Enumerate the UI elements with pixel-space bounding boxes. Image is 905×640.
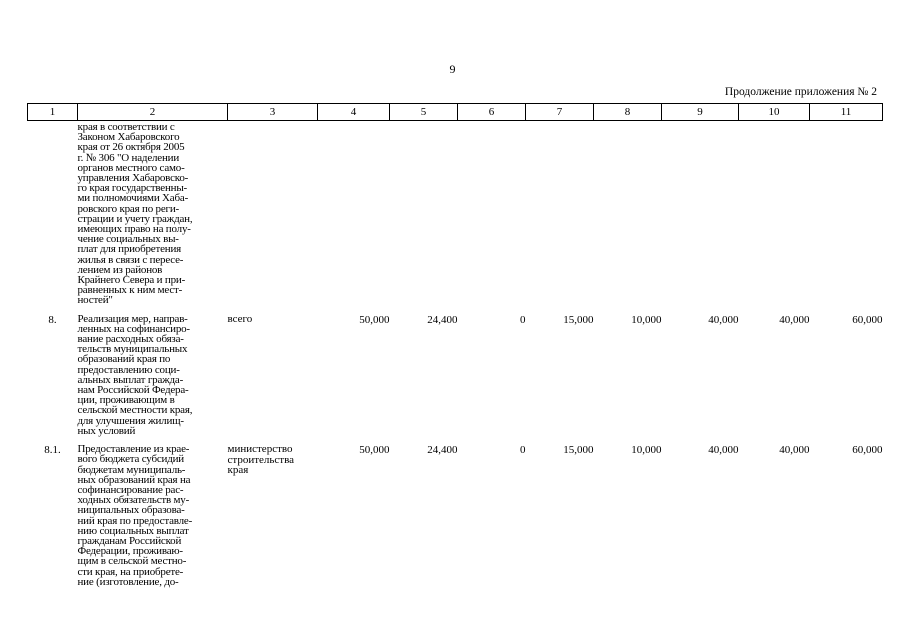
row-number: 8.1. <box>44 444 61 457</box>
row-responsible <box>228 121 318 306</box>
row-value-7: 15,000 <box>563 313 594 326</box>
row-value-5: 24,400 <box>427 444 458 457</box>
header-cell: 1 <box>28 104 78 121</box>
budget-table <box>27 103 883 587</box>
row-number <box>28 121 78 306</box>
continuation-caption: Продолжение приложения № 2 <box>724 86 877 98</box>
header-cell: 11 <box>810 104 883 121</box>
row-value-9: 40,000 <box>708 444 739 457</box>
header-cell: 3 <box>228 104 318 121</box>
row-value-7 <box>526 121 594 306</box>
row-value-8 <box>594 121 662 306</box>
row-value-8: 10,000 <box>631 444 662 457</box>
row-number: 8. <box>48 313 57 326</box>
page-number: 9 <box>449 62 456 76</box>
header-cell: 5 <box>390 104 458 121</box>
row-value-11: 60,000 <box>852 444 883 457</box>
row-description-text: края в соответствии с Законом Хабаровского края от 26 октября 2005 г. № 306 "О наделении органов местного само- управления Хабаровско- го края государственны- ми полномочиями Хаба- ровского края по реги- страции и учету граждан, имеющих право на полу- чение социальных вы- плат для приобретения жилья в связи с пересе- лением из районов Крайнего Севера и при- равненных к ним мест- ностей" <box>77 121 193 307</box>
row-description-text: Предоставление из крае- вого бюджета субсидий бюджетам муниципаль- ных образований края на софинансирование рас- ходных обязательств му- ниципальных образова- ний края по предоставле- нию социальных выплат гражданам Российской Федерации, проживаю- щим в сельской местно- сти края, на приобрете- ние (изготовление, до- <box>77 443 193 588</box>
header-cell: 2 <box>78 104 228 121</box>
row-responsible: всего <box>227 312 253 325</box>
row-description <box>78 306 228 436</box>
row-value-5: 24,400 <box>427 313 458 326</box>
row-responsible: министерство строительства края <box>227 443 295 477</box>
header-cell: 4 <box>318 104 390 121</box>
row-value-6: 0 <box>520 313 526 326</box>
row-value-7: 15,000 <box>563 444 594 457</box>
table-row <box>28 121 883 306</box>
header-cell: 9 <box>662 104 739 121</box>
row-description <box>78 121 228 306</box>
header-cell: 8 <box>594 104 662 121</box>
row-value-10: 40,000 <box>779 313 810 326</box>
row-value-6: 0 <box>520 444 526 457</box>
header-cell: 10 <box>739 104 810 121</box>
table-row <box>28 436 883 587</box>
row-value-9: 40,000 <box>708 313 739 326</box>
header-cell: 7 <box>526 104 594 121</box>
row-value-9 <box>662 121 739 306</box>
row-value-11: 60,000 <box>852 313 883 326</box>
row-value-4: 50,000 <box>359 444 390 457</box>
row-value-10 <box>739 121 810 306</box>
row-value-5 <box>390 121 458 306</box>
row-value-4: 50,000 <box>359 313 390 326</box>
row-description <box>78 436 228 587</box>
row-description-text: Реализация мер, направ- ленных на софинансиро- вание расходных обяза- тельств муниципальных образований края по предоставлению соци- альных выплат гражда- нам Российской Федера- ции, проживающим в сельской местности края, для улучшения жилищ- ных условий <box>77 312 193 437</box>
header-cell: 6 <box>458 104 526 121</box>
header-row <box>28 104 883 121</box>
row-value-6 <box>458 121 526 306</box>
row-value-10: 40,000 <box>779 444 810 457</box>
row-value-11 <box>810 121 883 306</box>
row-value-8: 10,000 <box>631 313 662 326</box>
row-value-4 <box>318 121 390 306</box>
table-row <box>28 306 883 436</box>
